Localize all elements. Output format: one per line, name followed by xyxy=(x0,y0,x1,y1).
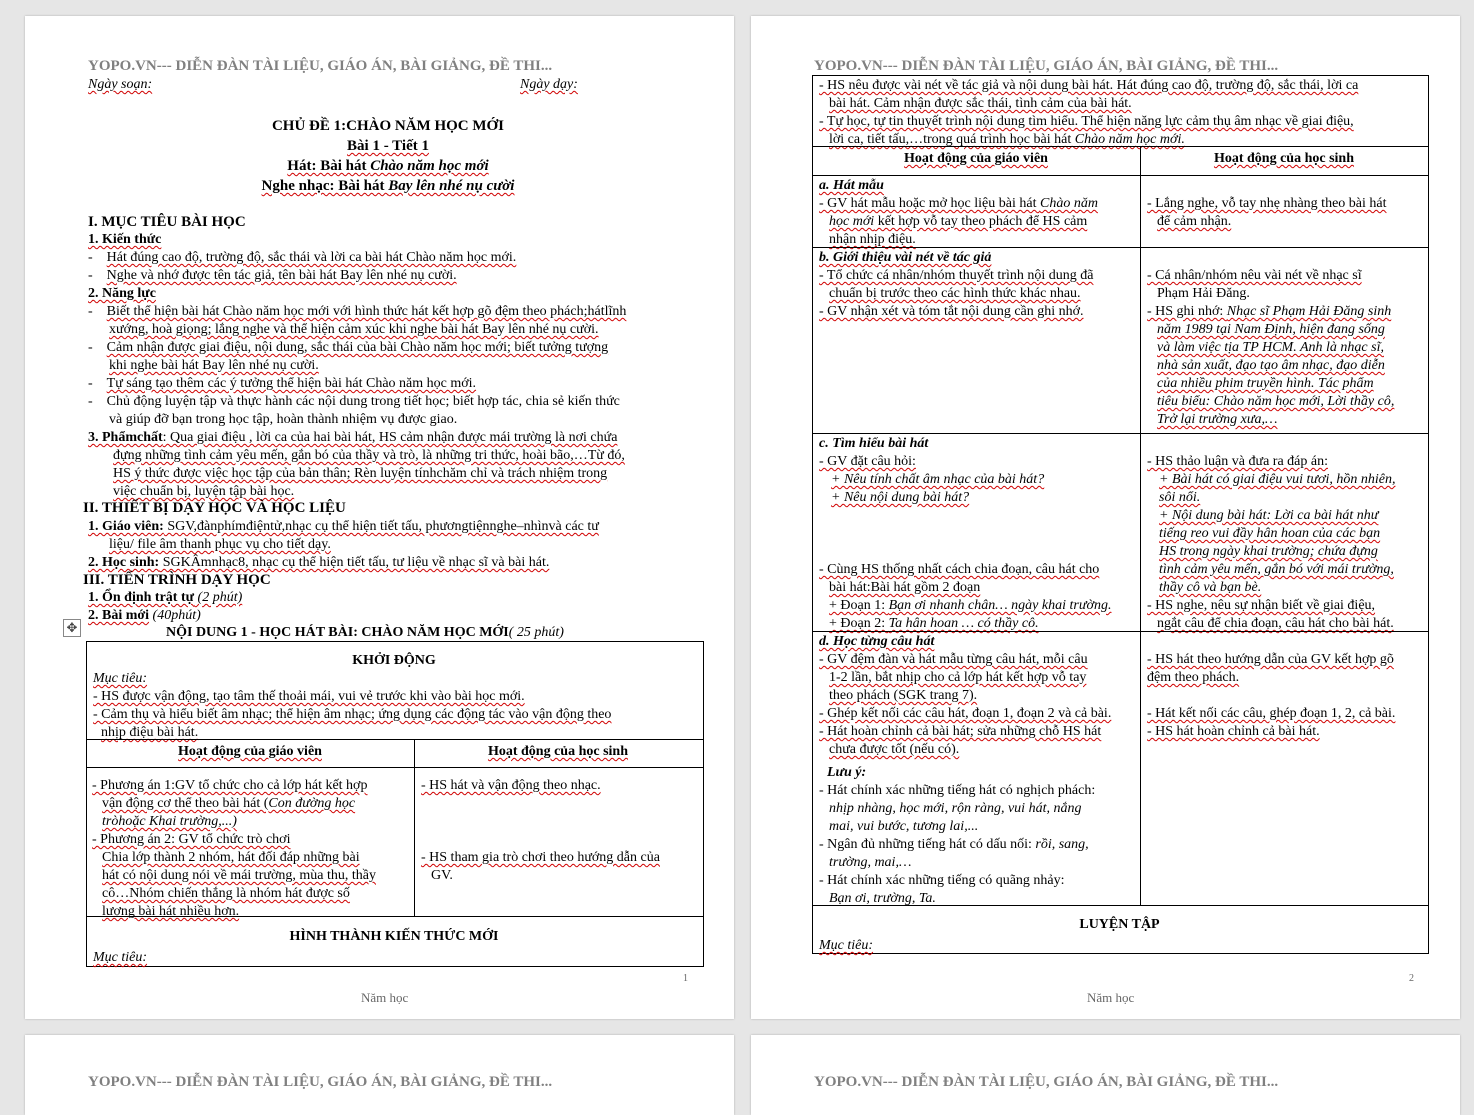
listening-title-line: Nghe nhạc: Bài hát Bay lên nhé nụ cười xyxy=(261,178,515,194)
student-activity-cont: Phạm Hải Đăng. xyxy=(1157,286,1250,301)
document-page-2 xyxy=(751,16,1460,1019)
teacher-note: - Hát chính xác những tiếng hát có nghịch phách: xyxy=(819,783,1096,798)
noi-dung-1-heading: NỘI DUNG 1 - HỌC HÁT BÀI: CHÀO NĂM HỌC MỚI( 25 phút) xyxy=(166,625,564,640)
lesson-topic-title: CHỦ ĐỀ 1:CHÀO NĂM HỌC MỚI xyxy=(271,118,505,134)
student-activity-cont: nhà sản xuất, đạo tạo âm nhạc, đạo diễn xyxy=(1157,358,1385,373)
site-header: YOPO.VN--- DIỄN ĐÀN TÀI LIỆU, GIÁO ÁN, BÀI GIẢNG, ĐỀ THI... xyxy=(814,58,1279,74)
table-rule xyxy=(812,146,1428,147)
khoi-dong-goal: - Cảm thụ và hiểu biết âm nhạc; thể hiện âm nhạc; ứng dụng các động tác vào vận động theo xyxy=(93,707,612,722)
teacher-activity-cont: học mới kết hợp vỗ tay theo phách để HS cảm xyxy=(829,214,1088,229)
col-header-teacher: Hoạt động của giáo viên xyxy=(904,151,1048,166)
khoi-dong-goal-cont: nhịp điệu bài hát. xyxy=(101,725,199,740)
table-rule xyxy=(812,905,1428,906)
table-column-rule xyxy=(1140,146,1141,905)
table-rule xyxy=(86,916,703,917)
teacher-activity-cont: nhận nhịp điệu. xyxy=(829,232,916,247)
teacher-activity: - Phương án 2: GV tổ chức trò chơi xyxy=(92,832,291,847)
move-handle-icon[interactable]: ✥ xyxy=(63,619,81,637)
student-activity: - Cá nhân/nhóm nêu vài nét về nhạc sĩ xyxy=(1147,268,1362,283)
teacher-activity-cont: hát có nội dung nói về mái trường, mùa thu, thầy xyxy=(102,868,376,883)
teacher-note-cont: mai, vui bước, tương lai,... xyxy=(829,819,979,834)
luyen-tap-heading: LUYỆN TẬP xyxy=(1079,917,1160,932)
student-activity: - Lắng nghe, vỗ tay nhẹ nhàng theo bài hát xyxy=(1147,196,1387,211)
luu-y-label: Lưu ý: xyxy=(827,765,867,780)
teacher-question: + Nêu tính chất âm nhạc của bài hát? xyxy=(831,472,1045,487)
teacher-activity: - GV đệm đàn và hát mẫu từng câu hát, mỗi câu xyxy=(819,652,1088,667)
teacher-note: - Hát chính xác những tiếng có quãng nhảy: xyxy=(819,873,1065,888)
student-activity-cont: thầy cô và bạn bè. xyxy=(1159,580,1262,595)
student-activity: - Hát kết nối các câu, ghép đoạn 1, 2, cả bài. xyxy=(1147,706,1396,721)
document-page-3 xyxy=(25,1035,734,1115)
student-activity: - HS thảo luận và đưa ra đáp án: xyxy=(1147,454,1328,469)
student-activity-cont: HS trong ngày khai trường; chứa đựng xyxy=(1159,544,1378,559)
site-header: YOPO.VN--- DIỄN ĐÀN TÀI LIỆU, GIÁO ÁN, BÀI GIẢNG, ĐỀ THI... xyxy=(88,58,553,74)
teacher-activity-cont: chuẩn bị trước theo các hình thức khác nhau. xyxy=(829,286,1081,301)
pham-chat-cont: việc chuẩn bị, luyện tập bài học. xyxy=(113,484,295,499)
teacher-activity: - GV hát mẫu hoặc mở học liệu bài hát Chào năm xyxy=(819,196,1098,211)
page-footer: Năm học xyxy=(361,990,409,1005)
section-tien-trinh: III. TIẾN TRÌNH DẠY HỌC xyxy=(83,572,271,588)
hinh-thanh-heading: HÌNH THÀNH KIẾN THỨC MỚI xyxy=(289,929,499,944)
subsection-nang-luc: 2. Năng lực xyxy=(88,286,156,301)
giao-vien-cont: liệu/ file âm thanh phục vụ cho tiết dạy. xyxy=(109,537,331,552)
student-activity: - HS hát hoàn chỉnh cả bài hát. xyxy=(1147,724,1320,739)
col-header-student: Hoạt động của học sinh xyxy=(1213,151,1355,166)
teacher-activity: - Tổ chức cá nhân/nhóm thuyết trình nội dung đã xyxy=(819,268,1094,283)
on-dinh-line: 1. Ổn định trật tự (2 phút) xyxy=(88,590,243,605)
section-muc-tieu: I. MỤC TIÊU BÀI HỌC xyxy=(88,214,246,230)
nang-luc-item: - Tự sáng tạo thêm các ý tưởng thể hiện bài hát Chào năm học mới. xyxy=(88,376,477,391)
khoi-dong-goal: - HS được vận động, tạo tâm thế thoải mái, vui vẻ trước khi vào bài học mới. xyxy=(93,689,525,704)
song-title-line: Hát: Bài hát Chào năm học mới xyxy=(287,158,489,174)
kien-thuc-item: - Hát đúng cao độ, trường độ, sắc thái và lời ca bài hát Chào năm học mới. xyxy=(88,250,517,265)
pham-chat-cont: đựng những tình cảm yêu mến, gắn bó của thầy và trò, là những tri thức, hoài bão,…Từ đó, xyxy=(113,448,625,463)
goal-line: - HS nêu được vài nét về tác giả và nội dung bài hát. Hát đúng cao độ, trường độ, sắc thái, lời ca xyxy=(819,78,1359,93)
muc-tieu-label: Mục tiêu: xyxy=(819,938,874,953)
nang-luc-item: - Biết thể hiện bài hát Chào năm học mới với hình thức hát kết hợp gõ đệm theo phách;hátlĩnh xyxy=(88,304,627,319)
teacher-activity-cont: vận động cơ thể theo bài hát (Con đường học xyxy=(102,796,356,811)
step-d-title: d. Học từng câu hát xyxy=(819,634,935,649)
student-activity-cont: để cảm nhận. xyxy=(1157,214,1232,229)
col-header-student: Hoạt động của học sinh xyxy=(487,744,629,759)
teacher-note-cont: nhịp nhàng, học mới, rộn ràng, vui hát, nắng xyxy=(829,801,1082,816)
page-footer: Năm học xyxy=(1087,990,1135,1005)
teacher-activity: - Hát hoàn chỉnh cả bài hát; sửa những chỗ HS hát xyxy=(819,724,1102,739)
student-activity: - HS hát và vận động theo nhạc. xyxy=(421,778,601,793)
nang-luc-item-cont: xướng, hoà giọng; lắng nghe và thể hiện cảm xúc khi nghe bài hát Bay lên nhé nụ cười. xyxy=(109,322,599,337)
table-rule xyxy=(86,739,703,740)
student-activity-cont: của nhiều phim truyền hình. Tác phẩm xyxy=(1157,376,1374,391)
table-rule xyxy=(812,631,1428,632)
page-number: 2 xyxy=(1409,973,1414,984)
goal-line-cont: lời ca, tiết tấu,…trong quá trình học bài hát Chào năm học mới. xyxy=(829,132,1185,147)
giao-vien-line: 1. Giáo viên: SGV,đànphímđiệntử,nhạc cụ thể hiện tiết tấu, phươngtiệnnghe–nhìnvà các tư xyxy=(88,519,599,534)
goal-line: - Tự học, tự tin thuyết trình nội dung tìm hiểu. Thể hiện năng lực cảm thụ âm nhạc về giai điệu, xyxy=(819,114,1354,129)
document-page-1 xyxy=(25,16,734,1019)
student-activity-cont: tình cảm yêu mến, gắn bó với mái trường, xyxy=(1159,562,1394,577)
student-activity-cont: + Nội dung bài hát: Lời ca bài hát như xyxy=(1159,508,1379,523)
table-rule xyxy=(812,433,1428,434)
page-number: 1 xyxy=(683,973,688,984)
site-header: YOPO.VN--- DIỄN ĐÀN TÀI LIỆU, GIÁO ÁN, BÀI GIẢNG, ĐỀ THI... xyxy=(88,1074,553,1090)
teacher-activity-cont: tròhoặc Khai trường,...) xyxy=(102,814,237,829)
student-activity-cont: Trở lại trường xưa,… xyxy=(1157,412,1278,427)
ngay-soan-label: Ngày soạn: xyxy=(88,77,153,92)
step-b-title: b. Giới thiệu vài nét về tác giả xyxy=(819,250,992,265)
teacher-note: - Ngân đủ những tiếng hát có dấu nối: rồi, sang, xyxy=(819,837,1089,852)
subsection-kien-thuc: 1. Kiến thức xyxy=(88,232,162,247)
teacher-activity-cont: bài hát:Bài hát gồm 2 đoạn xyxy=(829,580,981,595)
section-thiet-bi: II. THIẾT BỊ DẠY HỌC VÀ HỌC LIỆU xyxy=(83,500,346,516)
lesson-number: Bài 1 - Tiết 1 xyxy=(347,138,429,154)
teacher-note-cont: trường, mai,… xyxy=(829,855,912,870)
teacher-note-cont: Bạn ơi, trường, Ta. xyxy=(829,891,936,906)
site-header: YOPO.VN--- DIỄN ĐÀN TÀI LIỆU, GIÁO ÁN, BÀI GIẢNG, ĐỀ THI... xyxy=(814,1074,1279,1090)
teacher-activity-cont: lượng bài hát nhiều hơn. xyxy=(102,904,240,919)
student-activity-cont: + Bài hát có giai điệu vui tươi, hồn nhiên, xyxy=(1159,472,1396,487)
table-rule xyxy=(812,247,1428,248)
pham-chat-paragraph: 3. Phẩmchất: Qua giai điệu , lời ca của hai bài hát, HS cảm nhận được mái trường là nơi chứa xyxy=(88,430,618,445)
teacher-activity-cont: theo phách (SGK trang 7). xyxy=(829,688,978,703)
muc-tieu-label: Mục tiêu: xyxy=(93,671,148,686)
teacher-activity: - Phương án 1:GV tổ chức cho cả lớp hát kết hợp xyxy=(92,778,368,793)
nang-luc-item: - Cảm nhận được giai điệu, nội dung, sắc thái của bài Chào năm học mới; biết tưởng tượng xyxy=(88,340,609,355)
student-activity-cont: và làm việc tịa TP HCM. Anh là nhạc sĩ, xyxy=(1157,340,1384,355)
nang-luc-item: - Chủ động luyện tập và thực hành các nội dung trong tiết học; biết hợp tác, chia sẻ kiến thức xyxy=(88,394,620,409)
document-page-4 xyxy=(751,1035,1460,1115)
student-activity-cont: ngắt câu để chia đoạn, câu hát cho bài hát. xyxy=(1157,616,1394,631)
hoc-sinh-line: 2. Học sinh: SGKÂmnhạc8, nhạc cụ thể hiện tiết tấu, tư liệu về nhạc sĩ và bài hát. xyxy=(88,555,550,570)
khoi-dong-heading: KHỞI ĐỘNG xyxy=(352,653,436,668)
teacher-activity-cont: cô…Nhóm chiến thắng là nhóm hát được số xyxy=(102,886,350,901)
step-a-title: a. Hát mẫu xyxy=(819,178,884,193)
table-column-rule xyxy=(414,739,415,916)
muc-tieu-label: Mục tiêu: xyxy=(93,950,148,965)
teacher-activity: - Cùng HS thống nhất cách chia đoạn, câu hát cho xyxy=(819,562,1100,577)
nang-luc-item-cont: và giúp đỡ bạn trong học tập, hoàn thành nhiệm vụ được giao. xyxy=(109,412,458,427)
student-activity-cont: năm 1989 tại Nam Định, hiện đang sống xyxy=(1157,322,1385,337)
student-activity-cont: GV. xyxy=(431,868,453,883)
student-activity-cont: sôi nổi. xyxy=(1159,490,1201,505)
teacher-activity: - GV đặt câu hỏi: xyxy=(819,454,916,469)
teacher-activity-cont: + Đoạn 2: Ta hân hoan … có thầy cô. xyxy=(829,616,1039,631)
bai-moi-line: 2. Bài mới (40phút) xyxy=(88,608,201,623)
teacher-activity-cont: chưa được tốt (nếu có). xyxy=(829,742,960,757)
student-activity: - HS ghi nhớ: Nhạc sĩ Phạm Hải Đăng sinh xyxy=(1147,304,1392,319)
nang-luc-item-cont: khi nghe bài hát Bay lên nhé nụ cười. xyxy=(109,358,319,373)
student-activity: - HS tham gia trò chơi theo hướng dẫn của xyxy=(421,850,660,865)
step-c-title: c. Tìm hiểu bài hát xyxy=(819,436,929,451)
teacher-activity-cont: 1-2 lần, bắt nhịp cho cả lớp hát kết hợp vỗ tay xyxy=(829,670,1087,685)
kien-thuc-item: - Nghe và nhớ được tên tác giả, tên bài hát Bay lên nhé nụ cười. xyxy=(88,268,457,283)
goal-line-cont: bài hát. Cảm nhận được sắc thái, tình cảm của bài hát. xyxy=(829,96,1132,111)
teacher-activity-cont: + Đoạn 1: Bạn ơi nhanh chân… ngày khai trường. xyxy=(829,598,1112,613)
pham-chat-cont: HS ý thức được việc học tập của bản thân; Rèn luyện tínhchăm chỉ và trách nhiệm trong xyxy=(113,466,608,481)
student-activity: - HS nghe, nêu sự nhận biết về giai điệu, xyxy=(1147,598,1376,613)
table-rule xyxy=(86,767,703,768)
student-activity: - HS hát theo hướng dẫn của GV kết hợp gõ xyxy=(1147,652,1394,667)
student-activity-cont: đệm theo phách. xyxy=(1147,670,1240,685)
student-activity-cont: tiếng reo vui đầy hân hoan của các bạn xyxy=(1159,526,1381,541)
ngay-day-label: Ngày dạy: xyxy=(520,77,578,92)
col-header-teacher: Hoạt động của giáo viên xyxy=(178,744,322,759)
teacher-activity: - Ghép kết nối các câu hát, đoạn 1, đoạn 2 và cả bài. xyxy=(819,706,1112,721)
teacher-question: + Nêu nội dung bài hát? xyxy=(831,490,970,505)
table-rule xyxy=(812,175,1428,176)
teacher-activity: - GV nhận xét và tóm tắt nội dung cần ghi nhớ. xyxy=(819,304,1084,319)
student-activity-cont: tiêu biểu: Chào năm học mới, Lời thầy cô, xyxy=(1157,394,1395,409)
teacher-activity-cont: Chia lớp thành 2 nhóm, hát đối đáp những bài xyxy=(102,850,360,865)
